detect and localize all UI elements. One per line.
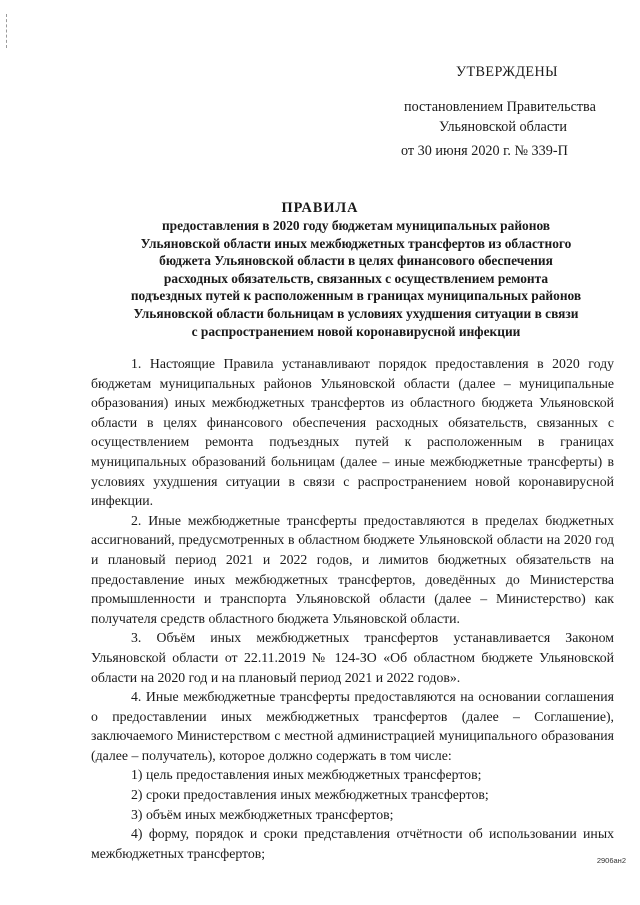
subtitle-line: подъездных путей к расположенным в границах муниципальных районов [130, 288, 582, 304]
paragraph-4: 4. Иные межбюджетные трансферты предоставляются на основании соглашения о предоставлении иных межбюджетных трансфертов (далее – Соглашение), заключаемого Министерством с местной администрацией муниципального образования (далее – получатель), которое должно содержать в том числе: [91, 689, 614, 763]
subtitle-line: расходных обязательств, связанных с осуществлением ремонта [163, 270, 549, 286]
approval-line-3: от 30 июня 2020 г. № 339-П [401, 143, 568, 159]
document-title: ПРАВИЛА [281, 200, 359, 216]
document-body [91, 354, 614, 863]
subtitle-line: предоставления в 2020 году бюджетам муниципальных районов [161, 218, 551, 233]
paragraph-3: 3. Объём иных межбюджетных трансфертов устанавливается Законом Ульяновской области от 22.11.2019 № 124-ЗО «Об областном бюджете Ульяновской области на 2020 год и на плановый период 2021 и 2022 годов». [91, 630, 614, 685]
list-item-4: 4) форму, порядок и сроки представления отчётности об использовании иных межбюджетных трансфертов; [91, 826, 614, 861]
document-subtitle [88, 217, 624, 340]
list-item-3: 3) объём иных межбюджетных трансфертов; [131, 806, 394, 822]
subtitle-line: с распространением новой коронавирусной инфекции [191, 323, 521, 339]
scan-margin-mark [6, 14, 8, 48]
footer-code: 2906ан2 [596, 856, 626, 865]
list-item-1: 1) цель предоставления иных межбюджетных трансфертов; [131, 767, 482, 783]
subtitle-line: Ульяновской области иных межбюджетных трансфертов из областного [140, 235, 572, 251]
approval-line-1: постановлением Правительства [404, 99, 596, 115]
subtitle-line: Ульяновской области больницам в условиях ухудшения ситуации в связи [133, 305, 579, 321]
approval-heading: УТВЕРЖДЕНЫ [456, 64, 558, 80]
approval-line-2: Ульяновской области [439, 119, 567, 135]
list-item-2: 2) сроки предоставления иных межбюджетных трансфертов; [131, 787, 489, 803]
paragraph-2: 2. Иные межбюджетные трансферты предоставляются в пределах бюджетных ассигнований, предусмотренных в областном бюджете Ульяновской области на 2020 год и плановый период 2021 и 2022 годов, и лимитов бюджетных обязательств на предоставление иных межбюджетных трансфертов, доведённых до Министерства промышленности и транспорта Ульяновской области (далее – Министерство) как получателя средств областного бюджета Ульяновской области. [91, 512, 614, 626]
subtitle-line: бюджета Ульяновской области в целях финансового обеспечения [159, 253, 553, 269]
paragraph-1: 1. Настоящие Правила устанавливают порядок предоставления в 2020 году бюджетам муниципальных районов Ульяновской области (далее – муниципальные образования) иных межбюджетных трансфертов из областного бюджета Ульяновской области в целях финансового обеспечения расходных обязательств, связанных с осуществлением ремонта подъездных путей к расположенным в границах муниципальных образований больницам (далее – иные межбюджетные трансферты) в условиях ухудшения ситуации в связи с распространением новой коронавирусной инфекции. [91, 356, 614, 509]
